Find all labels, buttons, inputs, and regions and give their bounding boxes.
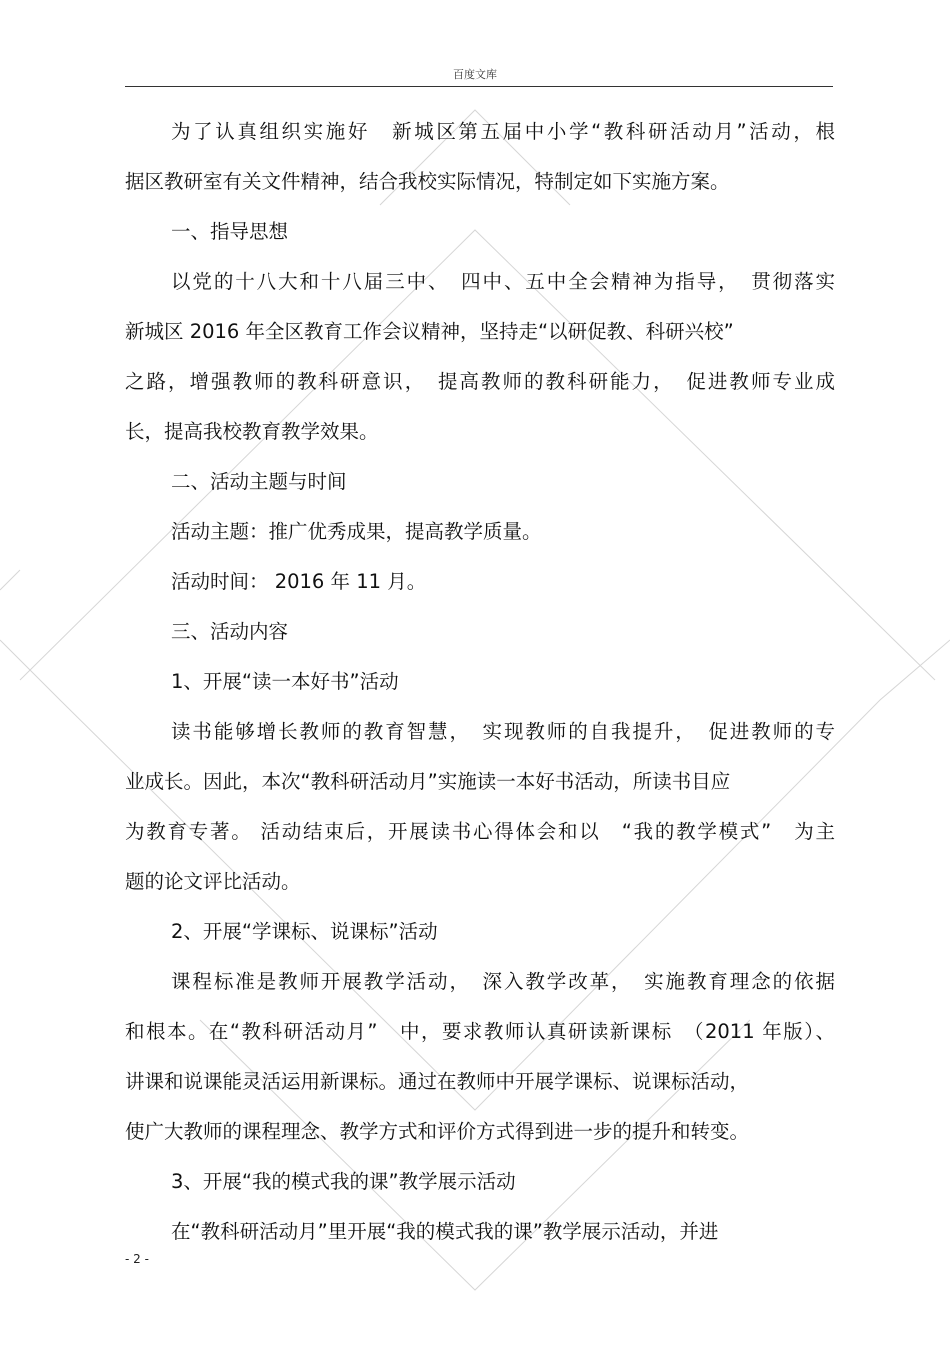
paragraph-line: 讲课和说课能灵活运用新课标。通过在教师中开展学课标、说课标活动， <box>125 1070 750 1093</box>
paragraph-line: 业成长。因此，本次“教科研活动月”实施读一本好书活动，所读书目应 <box>125 770 731 793</box>
paragraph-line: 为了认真组织实施好 新城区第五届中小学“教科研活动月”活动，根 <box>171 120 835 143</box>
paragraph-line: 在“教科研活动月”里开展“我的模式我的课”教学展示活动，并进 <box>171 1220 719 1243</box>
paragraph-line: 课程标准是教师开展教学活动， 深入教学改革， 实施教育理念的依据 <box>171 970 835 993</box>
paragraph-line: 读书能够增长教师的教育智慧， 实现教师的自我提升， 促进教师的专 <box>171 720 835 743</box>
paragraph-line: 为教育专著。 活动结束后，开展读书心得体会和以 “我的教学模式” 为主 <box>125 820 835 843</box>
paragraph-line: 长，提高我校教育教学效果。 <box>125 420 379 443</box>
page-header-title: 百度文库 <box>453 68 497 81</box>
subsection-heading: 1、开展“读一本好书”活动 <box>171 670 399 693</box>
subsection-heading: 3、开展“我的模式我的课”教学展示活动 <box>171 1170 516 1193</box>
paragraph-line: 活动时间： 2016 年 11 月。 <box>171 570 427 593</box>
section-heading: 二、活动主题与时间 <box>171 470 347 493</box>
paragraph-line: 据区教研室有关文件精神，结合我校实际情况，特制定如下实施方案。 <box>125 170 730 193</box>
section-heading: 一、指导思想 <box>171 220 289 243</box>
paragraph-line: 题的论文评比活动。 <box>125 870 301 893</box>
paragraph-line: 和根本。在“教科研活动月” 中，要求教师认真研读新课标 （2011 年版）、 <box>125 1020 835 1043</box>
paragraph-line: 以党的十八大和十八届三中、 四中、五中全会精神为指导， 贯彻落实 <box>171 270 835 293</box>
paragraph-line: 新城区 2016 年全区教育工作会议精神，坚持走“以研促教、科研兴校” <box>125 320 734 343</box>
page-number: - 2 - <box>125 1252 149 1266</box>
paragraph-line: 活动主题：推广优秀成果，提高教学质量。 <box>171 520 542 543</box>
section-heading: 三、活动内容 <box>171 620 289 643</box>
paragraph-line: 使广大教师的课程理念、教学方式和评价方式得到进一步的提升和转变。 <box>125 1120 750 1143</box>
header-divider <box>125 86 833 87</box>
paragraph-line: 之路，增强教师的教科研意识， 提高教师的教科研能力， 促进教师专业成 <box>125 370 835 393</box>
subsection-heading: 2、开展“学课标、说课标”活动 <box>171 920 438 943</box>
